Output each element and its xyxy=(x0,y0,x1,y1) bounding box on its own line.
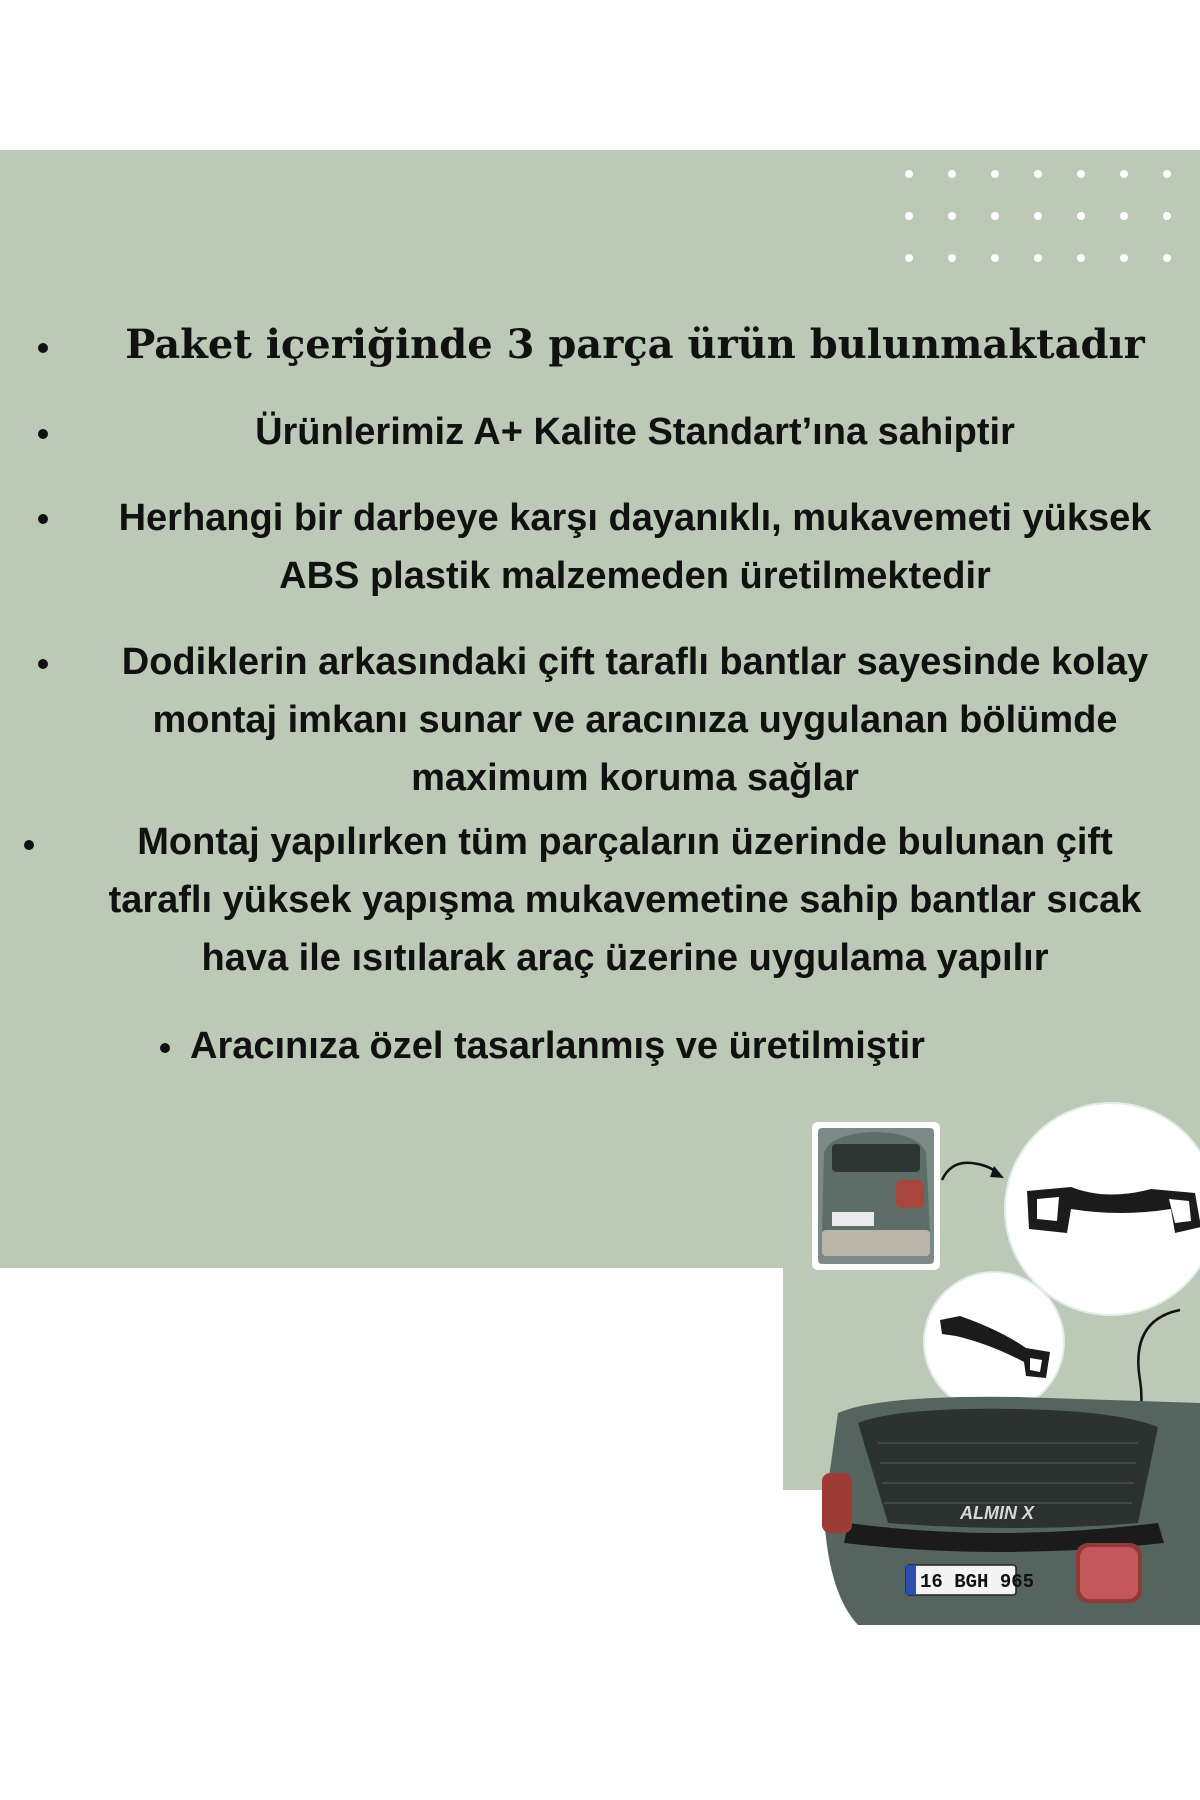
feature-text: Paket içeriğinde 3 parça ürün bulunmaktadır xyxy=(125,321,1145,368)
arrow-icon xyxy=(938,1150,1008,1190)
bullet-dot xyxy=(38,343,48,353)
bullet-dot xyxy=(160,1043,170,1053)
decorative-dot xyxy=(1163,254,1171,262)
feature-line: taraflı yüksek yapışma mukavemetine sahip bantlar sıcak xyxy=(108,879,1142,921)
decorative-dot xyxy=(991,254,999,262)
decorative-dot xyxy=(1077,212,1085,220)
feature-line: Herhangi bir darbeye karşı dayanıklı, mukavemeti yüksek xyxy=(118,497,1152,539)
feature-line: hava ile ısıtılarak araç üzerine uygulama yapılır xyxy=(201,937,1049,979)
feature-text: Ürünlerimiz A+ Kalite Standart’ına sahiptir xyxy=(255,411,1015,453)
decorative-dots xyxy=(905,170,1195,270)
car-rear-installed-photo xyxy=(818,1393,1200,1625)
decorative-dot xyxy=(1034,212,1042,220)
car-rear-small-photo xyxy=(812,1122,940,1270)
license-plate: 16 BGH 965 xyxy=(920,1571,1035,1593)
part-closeup-small xyxy=(925,1273,1063,1411)
feature-item-mounting xyxy=(60,633,1200,807)
feature-item-package xyxy=(80,316,1190,374)
feature-line: montaj imkanı sunar ve aracınıza uygulanan bölümde xyxy=(152,699,1118,741)
feature-item-quality xyxy=(60,403,1200,461)
feature-line: Montaj yapılırken tüm parçaların üzerinde bulunan çift xyxy=(137,821,1113,863)
decorative-dot xyxy=(1120,254,1128,262)
decorative-dot xyxy=(991,170,999,178)
feature-line: maximum koruma sağlar xyxy=(411,757,859,799)
decorative-dot xyxy=(948,254,956,262)
decorative-dot xyxy=(1077,170,1085,178)
bullet-dot xyxy=(24,840,34,850)
decorative-dot xyxy=(905,254,913,262)
feature-item-custom xyxy=(190,1017,1000,1075)
decorative-dot xyxy=(1034,170,1042,178)
decorative-dot xyxy=(991,212,999,220)
decorative-dot xyxy=(905,212,913,220)
decorative-dot xyxy=(948,212,956,220)
feature-line: Dodiklerin arkasındaki çift taraflı bantlar sayesinde kolay xyxy=(121,641,1149,683)
feature-item-material xyxy=(60,489,1200,605)
bullet-dot xyxy=(38,659,48,669)
feature-text: Aracınıza özel tasarlanmış ve üretilmiştir xyxy=(190,1025,925,1067)
decorative-dot xyxy=(1163,170,1171,178)
decorative-dot xyxy=(1163,212,1171,220)
feature-line: ABS plastik malzemeden üretilmektedir xyxy=(279,555,991,597)
decorative-dot xyxy=(1077,254,1085,262)
bullet-dot xyxy=(38,429,48,439)
decorative-dot xyxy=(1034,254,1042,262)
decorative-dot xyxy=(905,170,913,178)
decorative-dot xyxy=(948,170,956,178)
car-brand-badge: ALMIN X xyxy=(960,1503,1034,1523)
bullet-dot xyxy=(38,514,48,524)
decorative-dot xyxy=(1120,212,1128,220)
feature-item-application xyxy=(50,813,1200,987)
part-closeup-large xyxy=(1006,1104,1200,1314)
decorative-dot xyxy=(1120,170,1128,178)
